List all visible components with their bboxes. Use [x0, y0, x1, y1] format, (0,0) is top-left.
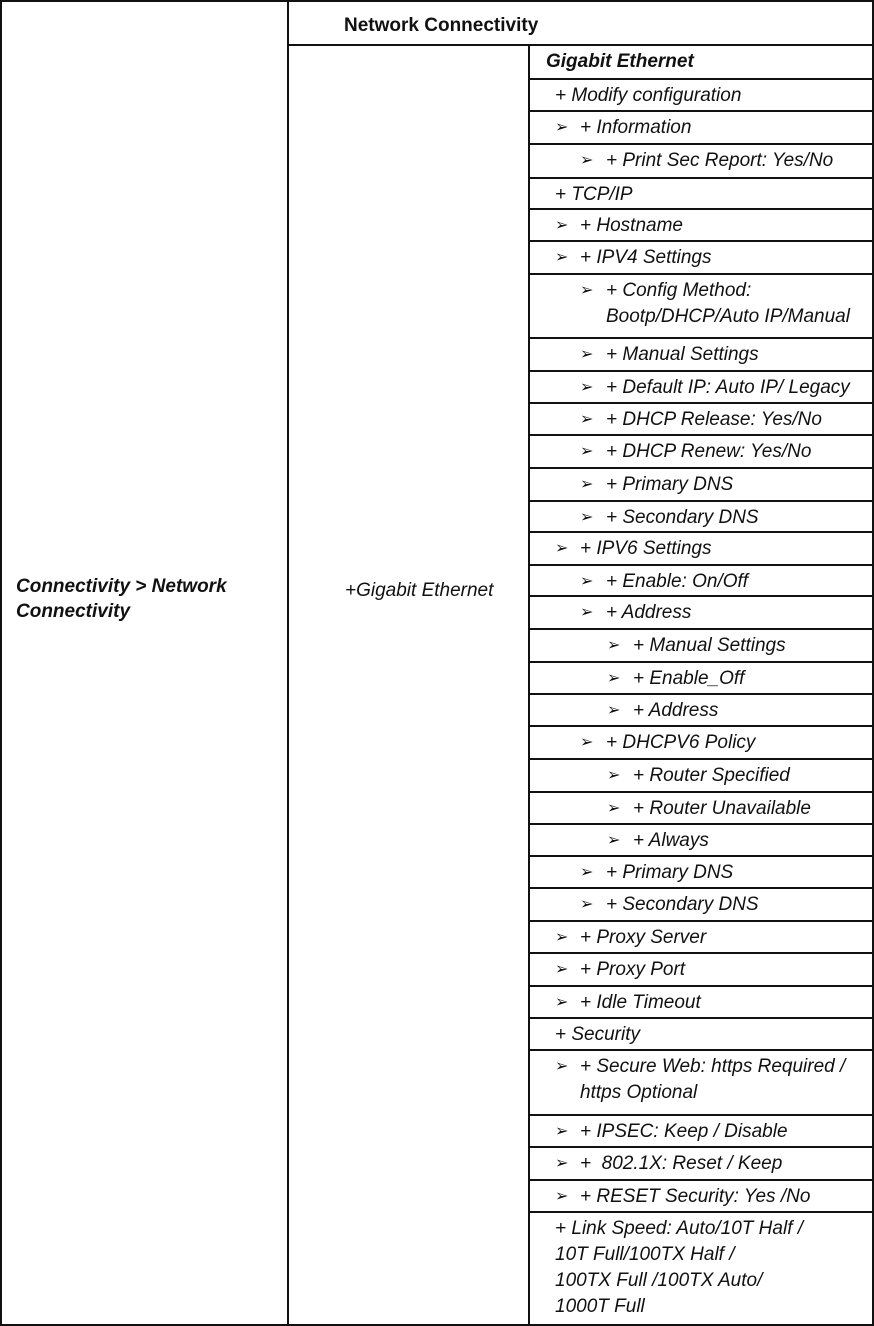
- menu-row-label: + IPV6 Settings: [580, 538, 712, 559]
- menu-row-label: Gigabit Ethernet: [546, 51, 694, 72]
- menu-row-label: + Secondary DNS: [606, 507, 759, 528]
- menu-row-label: + Idle Timeout: [580, 992, 701, 1013]
- menu-row-label: + Enable: On/Off: [606, 571, 749, 592]
- menu-row: [528, 564, 874, 595]
- menu-row: [528, 1114, 874, 1146]
- menu-row: [528, 1049, 874, 1114]
- menu-row: [528, 240, 874, 273]
- menu-row-label: + DHCP Release: Yes/No: [606, 409, 822, 430]
- middle-cell: [287, 44, 530, 1326]
- options-column: [528, 44, 874, 1326]
- menu-row-label: + Enable_Off: [633, 668, 745, 689]
- menu-row: [528, 467, 874, 500]
- menu-row: [528, 434, 874, 467]
- arrow-bullet-icon: ➢: [580, 896, 594, 913]
- menu-row: [528, 725, 874, 758]
- menu-row: [528, 177, 874, 208]
- left-cell: [0, 0, 289, 1326]
- arrow-bullet-icon: ➢: [580, 411, 594, 428]
- menu-row-label: + Security: [555, 1024, 641, 1045]
- menu-row-label: + Address: [606, 602, 692, 623]
- menu-row-label: + Manual Settings: [606, 344, 759, 365]
- menu-row: [528, 791, 874, 823]
- header-cell: [287, 0, 874, 46]
- arrow-bullet-icon: ➢: [555, 1155, 569, 1172]
- arrow-bullet-icon: ➢: [580, 734, 594, 751]
- menu-row-label: + Print Sec Report: Yes/No: [606, 150, 834, 171]
- arrow-bullet-icon: ➢: [555, 540, 569, 557]
- menu-row: [528, 78, 874, 110]
- arrow-bullet-icon: ➢: [580, 282, 594, 299]
- menu-row-label: + Config Method: Bootp/DHCP/Auto IP/Manual: [606, 280, 850, 327]
- menu-row-label: + Router Unavailable: [633, 798, 811, 819]
- menu-row: [528, 887, 874, 920]
- menu-row: [528, 855, 874, 887]
- menu-row-label: + Secure Web: https Required / https Optional: [580, 1056, 846, 1103]
- menu-row-label: + Manual Settings: [633, 635, 786, 656]
- menu-row: [528, 1017, 874, 1049]
- menu-row-label: + Router Specified: [633, 765, 790, 786]
- menu-row: [528, 985, 874, 1017]
- menu-row-label: + 802.1X: Reset / Keep: [580, 1153, 783, 1174]
- middle-cell-text: +Gigabit Ethernet: [345, 580, 494, 601]
- menu-row: [528, 628, 874, 661]
- menu-row: [528, 920, 874, 952]
- left-cell-text: Connectivity > Network Connectivity: [16, 576, 227, 622]
- arrow-bullet-icon: ➢: [580, 443, 594, 460]
- arrow-bullet-icon: ➢: [607, 832, 621, 849]
- arrow-bullet-icon: ➢: [555, 929, 569, 946]
- menu-row: [528, 693, 874, 725]
- menu-row-label: + Primary DNS: [606, 474, 734, 495]
- arrow-bullet-icon: ➢: [580, 509, 594, 526]
- menu-row-label: + Primary DNS: [606, 862, 734, 883]
- arrow-bullet-icon: ➢: [580, 346, 594, 363]
- menu-row: [528, 531, 874, 564]
- arrow-bullet-icon: ➢: [555, 217, 569, 234]
- menu-row-label: + Always: [633, 830, 709, 851]
- arrow-bullet-icon: ➢: [607, 637, 621, 654]
- arrow-bullet-icon: ➢: [580, 379, 594, 396]
- arrow-bullet-icon: ➢: [555, 1188, 569, 1205]
- arrow-bullet-icon: ➢: [607, 670, 621, 687]
- menu-row: [528, 1211, 874, 1326]
- menu-row: [528, 661, 874, 693]
- menu-row: [528, 1179, 874, 1211]
- menu-row-label: + Address: [633, 700, 719, 721]
- arrow-bullet-icon: ➢: [555, 249, 569, 266]
- menu-row: [528, 273, 874, 337]
- arrow-bullet-icon: ➢: [580, 864, 594, 881]
- menu-row-label: + TCP/IP: [555, 184, 633, 205]
- menu-row: [528, 208, 874, 240]
- menu-row: [528, 500, 874, 531]
- menu-row-label: + RESET Security: Yes /No: [580, 1186, 811, 1207]
- menu-row: [528, 758, 874, 791]
- menu-row-label: + Link Speed: Auto/10T Half / 10T Full/100TX Half / 100TX Full /100TX Auto/ 1000T Full: [555, 1218, 804, 1317]
- menu-row-label: + Proxy Port: [580, 959, 686, 980]
- arrow-bullet-icon: ➢: [580, 573, 594, 590]
- menu-row-label: + Proxy Server: [580, 927, 707, 948]
- menu-row: [528, 1146, 874, 1179]
- menu-row-label: + Information: [580, 117, 692, 138]
- menu-row: [528, 595, 874, 628]
- menu-row: [528, 44, 874, 78]
- arrow-bullet-icon: ➢: [580, 476, 594, 493]
- arrow-bullet-icon: ➢: [555, 961, 569, 978]
- menu-row: [528, 370, 874, 402]
- menu-row-label: + IPV4 Settings: [580, 247, 712, 268]
- arrow-bullet-icon: ➢: [607, 702, 621, 719]
- menu-row-label: + Hostname: [580, 215, 683, 236]
- header-title: Network Connectivity: [344, 15, 539, 36]
- menu-row-label: + Default IP: Auto IP/ Legacy: [606, 377, 850, 398]
- menu-row: [528, 143, 874, 177]
- menu-row: [528, 402, 874, 434]
- menu-row: [528, 110, 874, 143]
- menu-row-label: + DHCP Renew: Yes/No: [606, 441, 812, 462]
- arrow-bullet-icon: ➢: [555, 994, 569, 1011]
- arrow-bullet-icon: ➢: [607, 800, 621, 817]
- arrow-bullet-icon: ➢: [580, 604, 594, 621]
- arrow-bullet-icon: ➢: [555, 1058, 569, 1075]
- arrow-bullet-icon: ➢: [555, 1123, 569, 1140]
- menu-row: [528, 952, 874, 985]
- menu-row: [528, 337, 874, 370]
- menu-row-label: + DHCPV6 Policy: [606, 732, 756, 753]
- menu-row: [528, 823, 874, 855]
- arrow-bullet-icon: ➢: [580, 152, 594, 169]
- arrow-bullet-icon: ➢: [607, 767, 621, 784]
- arrow-bullet-icon: ➢: [555, 119, 569, 136]
- menu-row-label: + Secondary DNS: [606, 894, 759, 915]
- menu-row-label: + Modify configuration: [555, 85, 742, 106]
- menu-row-label: + IPSEC: Keep / Disable: [580, 1121, 788, 1142]
